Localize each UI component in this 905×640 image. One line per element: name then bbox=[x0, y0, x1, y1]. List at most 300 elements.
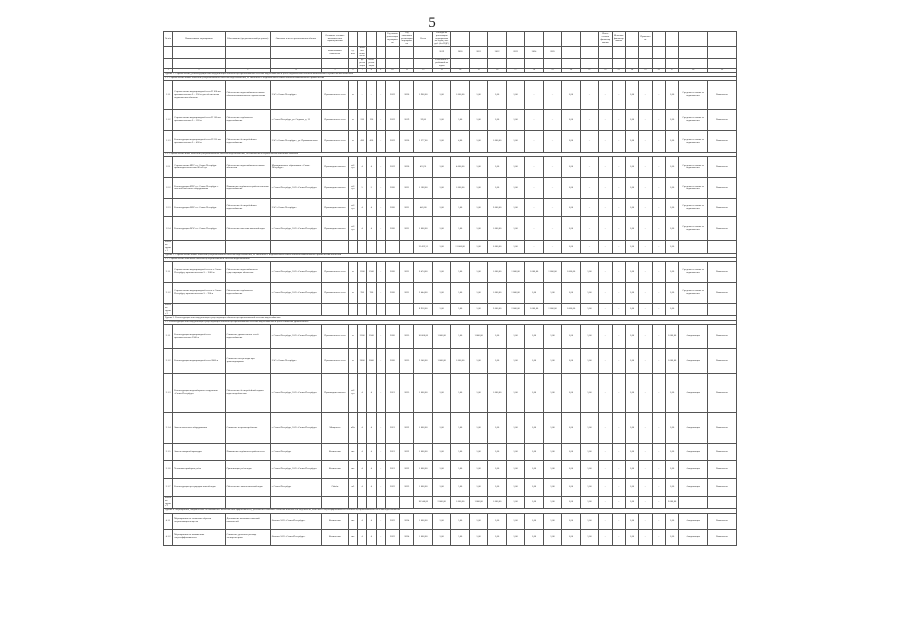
table-cell: 1 000,00 bbox=[488, 262, 506, 283]
table-cell: – bbox=[376, 374, 385, 413]
header-cell bbox=[348, 32, 357, 47]
header-row bbox=[164, 46, 737, 58]
table-cell: – bbox=[525, 178, 543, 199]
table-cell: Обеспечение качества питьевой воды bbox=[225, 217, 270, 241]
table-cell: 1 000,00 bbox=[414, 529, 432, 545]
table-cell: – bbox=[599, 199, 612, 217]
table-cell: 5,00 bbox=[469, 529, 487, 545]
table-cell: 3.1.5 bbox=[164, 444, 173, 461]
header-cell bbox=[376, 59, 385, 68]
table-cell: – bbox=[376, 199, 385, 217]
table-cell: 5,00 bbox=[506, 349, 524, 374]
table-cell: 5 bbox=[367, 178, 376, 199]
table-cell: Установка приборов учёта bbox=[173, 461, 225, 479]
table-cell: 5 000,00 bbox=[488, 241, 506, 253]
table-cell: 5,00 bbox=[580, 444, 598, 461]
table-cell: – bbox=[639, 444, 652, 461]
table-cell: Выполнено bbox=[707, 529, 736, 545]
table-cell: 5,00 bbox=[543, 529, 561, 545]
table-cell: 1 000,00 bbox=[543, 304, 561, 316]
header-row bbox=[164, 59, 737, 68]
header-cell bbox=[625, 46, 638, 58]
table-cell: 2022 bbox=[400, 413, 414, 444]
header-cell bbox=[376, 46, 385, 58]
table-cell bbox=[385, 304, 399, 316]
table-cell: – bbox=[599, 444, 612, 461]
table-cell: 2020 bbox=[385, 349, 399, 374]
table-cell: 2021 bbox=[400, 262, 414, 283]
table-cell bbox=[322, 241, 349, 253]
table-cell: 1 000,00 bbox=[414, 513, 432, 529]
table-cell: 1 000,00 bbox=[525, 262, 543, 283]
table-cell: 5,00 bbox=[432, 131, 450, 153]
table-cell: 5,00 bbox=[469, 513, 487, 529]
table-cell: Реконструкция водопроводной сети протяженностью 3500 м bbox=[173, 325, 225, 349]
table-cell: 1 000,00 bbox=[432, 349, 450, 374]
section-heading: Группа 4. Мероприятия, направленные на повышение экологической эффективности, достижение плановых значений показателей надёжности, качества и энергоэффективности объектов централизованной системы водоснабжения bbox=[164, 509, 737, 513]
table-cell bbox=[358, 304, 367, 316]
table-cell: – bbox=[599, 304, 612, 316]
table-cell: – bbox=[543, 178, 561, 199]
section-heading: Группа 2. Строительство новых объектов централизованной системы водоснабжения, не связанных с подключением новых объектов капитального строительства абонентов bbox=[164, 253, 737, 257]
table-cell: 5,00 bbox=[562, 199, 580, 217]
table-cell: – bbox=[639, 461, 652, 479]
table-cell: – bbox=[367, 81, 376, 110]
header-cell bbox=[173, 46, 225, 58]
table-cell: 1 000,00 bbox=[451, 81, 469, 110]
header-cell bbox=[562, 46, 580, 58]
table-cell: 5,00 bbox=[625, 374, 638, 413]
table-cell: 5,00 bbox=[625, 217, 638, 241]
table-cell: 5,00 bbox=[506, 241, 524, 253]
header-cell bbox=[599, 59, 612, 68]
table-cell: 2025 bbox=[400, 374, 414, 413]
table-header bbox=[164, 32, 737, 73]
table-cell: 2024 bbox=[400, 529, 414, 545]
table-cell: 3 540,00 bbox=[414, 349, 432, 374]
table-cell: – bbox=[376, 529, 385, 545]
table-cell: 5,00 bbox=[506, 131, 524, 153]
table-cell: – bbox=[525, 199, 543, 217]
table-cell: 5,00 bbox=[469, 304, 487, 316]
section-heading: 1.2. Строительство иных объектов централизованной системы водоснабжения, за исключением строительства линейных объектов bbox=[164, 153, 737, 157]
header-row bbox=[164, 32, 737, 47]
table-cell: 5,00 bbox=[625, 513, 638, 529]
table-cell: – bbox=[599, 241, 612, 253]
table-cell: 1 000,00 bbox=[469, 497, 487, 509]
table-cell: 700 bbox=[367, 283, 376, 304]
table-cell: – bbox=[612, 81, 625, 110]
table-cell: м3/сут bbox=[348, 178, 357, 199]
table-cell bbox=[348, 241, 357, 253]
table-row bbox=[164, 110, 737, 131]
table-cell: 1 000,00 bbox=[414, 413, 432, 444]
table-cell: – bbox=[580, 178, 598, 199]
table-cell: шт. bbox=[348, 513, 357, 529]
table-cell: Средства от платы за подключение bbox=[679, 262, 708, 283]
table-cell: 1 377,00 bbox=[414, 131, 432, 153]
table-cell: – bbox=[599, 262, 612, 283]
table-cell: 5,00 bbox=[432, 178, 450, 199]
table-cell: Обеспечение водоснабжением новых абонентов bbox=[225, 157, 270, 178]
table-cell: 5,00 bbox=[506, 479, 524, 497]
table-cell: 3.1.7 bbox=[164, 479, 173, 497]
header-cell bbox=[488, 59, 506, 68]
table-cell: – bbox=[599, 283, 612, 304]
table-cell: 5,00 bbox=[665, 513, 678, 529]
table-cell: 2022 bbox=[400, 444, 414, 461]
table-cell: 5,00 bbox=[469, 262, 487, 283]
table-cell: 12 423,51 bbox=[414, 241, 432, 253]
header-cell bbox=[173, 59, 225, 68]
table-cell: Протяженность сети bbox=[322, 81, 349, 110]
table-cell bbox=[348, 497, 357, 509]
table-cell: Выполнено bbox=[707, 178, 736, 199]
table-cell: 1 000,00 bbox=[414, 461, 432, 479]
table-cell: 5,00 bbox=[562, 81, 580, 110]
table-cell: – bbox=[376, 325, 385, 349]
header-cell bbox=[367, 32, 376, 47]
table-cell: – bbox=[612, 283, 625, 304]
header-cell: до реализации bbox=[359, 59, 365, 67]
table-cell: – bbox=[639, 81, 652, 110]
table-cell: 2 000,00 bbox=[488, 199, 506, 217]
table-cell: 1 000,00 bbox=[562, 304, 580, 316]
table-cell: 1 000,00 bbox=[414, 444, 432, 461]
table-cell: шт. bbox=[348, 444, 357, 461]
table-cell: 1.1.2 bbox=[164, 110, 173, 131]
table-cell: – bbox=[612, 497, 625, 509]
table-cell: – bbox=[639, 374, 652, 413]
header-cell bbox=[652, 59, 665, 68]
header-cell: 2025 bbox=[543, 46, 561, 58]
table-cell: 1 000,00 bbox=[543, 262, 561, 283]
table-cell: 5,00 bbox=[488, 349, 506, 374]
header-cell bbox=[543, 59, 561, 68]
table-cell: 5,00 bbox=[469, 199, 487, 217]
table-cell: Реконструкция водопроводной сети D 225 мм протяженностью L = 430 м bbox=[173, 131, 225, 153]
table-cell: – bbox=[612, 325, 625, 349]
table-cell: 5,00 bbox=[506, 513, 524, 529]
header-cell: 2022 bbox=[488, 46, 506, 58]
table-cell bbox=[400, 497, 414, 509]
table-cell: 2021 bbox=[400, 199, 414, 217]
header-cell bbox=[679, 32, 708, 47]
table-cell: 5,00 bbox=[543, 349, 561, 374]
table-cell: 2000 bbox=[367, 349, 376, 374]
header-cell bbox=[580, 32, 598, 47]
table-cell: – bbox=[639, 513, 652, 529]
table-cell: – bbox=[639, 199, 652, 217]
table-cell: 5,00 bbox=[506, 81, 524, 110]
table-cell: 1 000,00 bbox=[665, 349, 678, 374]
table-cell: – bbox=[652, 178, 665, 199]
table-cell: 1 000,00 bbox=[451, 497, 469, 509]
header-cell bbox=[322, 59, 349, 68]
header-cell bbox=[562, 32, 580, 47]
table-cell: 5,00 bbox=[506, 178, 524, 199]
investment-program-sheet bbox=[163, 31, 737, 539]
table-cell: Количество bbox=[322, 461, 349, 479]
header-cell bbox=[376, 32, 385, 47]
table-cell: 2023 bbox=[400, 479, 414, 497]
table-cell: 5,00 bbox=[488, 529, 506, 545]
header-cell bbox=[612, 59, 625, 68]
table-cell: 1 000,00 bbox=[414, 479, 432, 497]
table-cell bbox=[270, 241, 321, 253]
table-cell: 5,00 bbox=[562, 374, 580, 413]
table-cell: Средства от платы за подключение bbox=[679, 131, 708, 153]
header-cell bbox=[707, 32, 736, 47]
table-cell: 5,00 bbox=[506, 461, 524, 479]
table-cell: 18 540,00 bbox=[414, 497, 432, 509]
table-cell: г. Санкт-Петербург, ЗАО «Санкт-Петербург» bbox=[270, 178, 321, 199]
table-cell: Снижение энергопотребления bbox=[225, 413, 270, 444]
table-cell: 2021 bbox=[400, 217, 414, 241]
table-cell: 5,00 bbox=[525, 444, 543, 461]
table-cell: 2021 bbox=[385, 461, 399, 479]
table-cell: 2021 bbox=[385, 444, 399, 461]
table-cell: – bbox=[612, 529, 625, 545]
table-cell: 3500 bbox=[358, 325, 367, 349]
table-cell: 5,00 bbox=[625, 131, 638, 153]
table-cell: 1 000,00 bbox=[432, 325, 450, 349]
table-cell: м bbox=[348, 349, 357, 374]
table-cell: Реконструкция водозаборного сооружения «Санкт-Петербург» bbox=[173, 374, 225, 413]
table-cell bbox=[173, 241, 225, 253]
table-cell: 5,00 bbox=[451, 217, 469, 241]
table-cell: Строительство водопроводной сети D 110 мм протяженностью L = 120 м bbox=[173, 110, 225, 131]
table-cell bbox=[322, 497, 349, 509]
table-cell: 2 000,00 bbox=[432, 497, 450, 509]
table-cell: 2021 bbox=[385, 413, 399, 444]
table-cell: 5,00 bbox=[469, 157, 487, 178]
table-cell: 430 bbox=[358, 131, 367, 153]
table-cell: 5,00 bbox=[432, 199, 450, 217]
table-cell: – bbox=[580, 241, 598, 253]
table-cell: – bbox=[639, 217, 652, 241]
section-heading: Группа 1. Строительство, реконструкция или модернизация объектов централизованной системы водоснабжения в целях подключения объектов капитального строительства абонентов bbox=[164, 72, 737, 76]
table-cell: – bbox=[580, 157, 598, 178]
table-cell: Средства от платы за подключение bbox=[679, 217, 708, 241]
table-cell: 1 000,00 bbox=[414, 217, 432, 241]
table-cell: 5,00 bbox=[525, 513, 543, 529]
table-cell: 5,00 bbox=[543, 513, 561, 529]
table-cell: Муниципальное образование «Санкт-Петербург» bbox=[270, 157, 321, 178]
table-cell: – bbox=[652, 374, 665, 413]
table-cell: м3/сут bbox=[348, 374, 357, 413]
table-cell: 4 bbox=[358, 217, 367, 241]
table-cell: г. Санкт-Петербург, ЗАО «Санкт-Петербург» bbox=[270, 413, 321, 444]
table-cell: 5,00 bbox=[625, 529, 638, 545]
table-cell: Организация учёта воды bbox=[225, 461, 270, 479]
header-cell: 2024 bbox=[525, 46, 543, 58]
table-cell: 5,00 bbox=[432, 81, 450, 110]
table-cell: 2022 bbox=[385, 513, 399, 529]
table-cell: 5,00 bbox=[625, 81, 638, 110]
table-cell: 5,00 bbox=[562, 479, 580, 497]
header-cell: 8 bbox=[367, 68, 376, 72]
table-cell bbox=[173, 304, 225, 316]
table-cell: 5,00 bbox=[580, 325, 598, 349]
table-cell: – bbox=[543, 110, 561, 131]
table-cell bbox=[707, 497, 736, 509]
table-cell: 2 444,00 bbox=[414, 283, 432, 304]
table-cell: Средства от платы за подключение bbox=[679, 110, 708, 131]
table-cell: 5,00 bbox=[451, 262, 469, 283]
table-cell: – bbox=[612, 262, 625, 283]
table-cell: 5,00 bbox=[580, 283, 598, 304]
table-cell: 5,00 bbox=[469, 131, 487, 153]
table-cell: 5,00 bbox=[562, 461, 580, 479]
table-cell: – bbox=[376, 513, 385, 529]
header-cell bbox=[665, 59, 678, 68]
table-cell: 5,00 bbox=[469, 413, 487, 444]
table-cell: 5,00 bbox=[665, 479, 678, 497]
table-cell: 5,00 bbox=[580, 262, 598, 283]
header-cell bbox=[679, 46, 708, 58]
table-cell: – bbox=[652, 479, 665, 497]
table-cell: Производительность bbox=[322, 178, 349, 199]
table-cell: – bbox=[639, 529, 652, 545]
table-cell: – bbox=[543, 241, 561, 253]
header-cell: Расходы на реализацию мероприятия по годам, тыс. руб. (без НДС) bbox=[434, 32, 449, 46]
table-cell: ЗАО «Санкт-Петербург» bbox=[270, 349, 321, 374]
table-cell: – bbox=[652, 304, 665, 316]
table-cell: 5,00 bbox=[580, 479, 598, 497]
table-cell: ЗАО «Санкт-Петербург» bbox=[270, 81, 321, 110]
header-cell: 18 bbox=[525, 68, 543, 72]
table-cell: – bbox=[376, 262, 385, 283]
header-cell: 2023 bbox=[506, 46, 524, 58]
table-cell: 2024 bbox=[400, 513, 414, 529]
table-cell bbox=[322, 304, 349, 316]
header-cell: 19 bbox=[543, 68, 561, 72]
table-cell bbox=[367, 241, 376, 253]
table-cell: – bbox=[599, 413, 612, 444]
header-cell: 13 bbox=[432, 68, 450, 72]
table-cell: 5,00 bbox=[543, 444, 561, 461]
table-cell: – bbox=[639, 283, 652, 304]
table-cell: – bbox=[599, 131, 612, 153]
header-cell: 16 bbox=[488, 68, 506, 72]
table-cell: – bbox=[612, 461, 625, 479]
table-cell: – bbox=[652, 110, 665, 131]
header-cell: 5 bbox=[322, 68, 349, 72]
table-cell: Протяженность сети bbox=[322, 325, 349, 349]
table-cell: 5,00 bbox=[625, 262, 638, 283]
table-cell: 5,00 bbox=[469, 479, 487, 497]
table-cell: 5,00 bbox=[625, 479, 638, 497]
table-cell: 5,00 bbox=[469, 374, 487, 413]
table-cell: 120 bbox=[358, 110, 367, 131]
table-cell: Протяженность сети bbox=[322, 262, 349, 283]
table-row bbox=[164, 283, 737, 304]
table-cell: 5,00 bbox=[506, 444, 524, 461]
table-cell: – bbox=[612, 513, 625, 529]
table-cell: – bbox=[525, 157, 543, 178]
table-cell: 5,00 bbox=[506, 529, 524, 545]
table-cell: 2019 bbox=[385, 110, 399, 131]
table-cell: 1.2.4 bbox=[164, 217, 173, 241]
header-cell: 10 bbox=[385, 68, 399, 72]
table-cell: – bbox=[525, 110, 543, 131]
table-cell: Снижение уровня износа сетей водоснабжения bbox=[225, 325, 270, 349]
header-cell: 4 bbox=[270, 68, 321, 72]
table-cell: – bbox=[652, 241, 665, 253]
table-cell: – bbox=[543, 157, 561, 178]
table-cell: 5,00 bbox=[451, 304, 469, 316]
table-cell: – bbox=[652, 513, 665, 529]
header-cell bbox=[400, 46, 414, 58]
table-cell: Средства от платы за подключение bbox=[679, 81, 708, 110]
table-cell: 5,00 bbox=[432, 461, 450, 479]
header-cell bbox=[543, 32, 561, 47]
table-cell: – bbox=[599, 513, 612, 529]
table-cell: 2020 bbox=[400, 157, 414, 178]
table-cell: Средства от платы за подключение bbox=[679, 283, 708, 304]
table-cell: 5,00 bbox=[665, 461, 678, 479]
table-cell: 3.1.4 bbox=[164, 413, 173, 444]
table-cell bbox=[270, 497, 321, 509]
table-cell: – bbox=[376, 178, 385, 199]
header-cell: 11 bbox=[400, 68, 414, 72]
header-cell: 2019 bbox=[432, 46, 450, 58]
table-cell: 5,00 bbox=[625, 461, 638, 479]
table-cell: 5,00 bbox=[432, 374, 450, 413]
table-cell: 2019 bbox=[385, 157, 399, 178]
header-cell bbox=[652, 32, 665, 47]
header-cell bbox=[639, 59, 652, 68]
table-cell bbox=[679, 304, 708, 316]
table-cell: – bbox=[599, 461, 612, 479]
table-cell: Амортизация bbox=[679, 444, 708, 461]
table-cell: 2021 bbox=[400, 178, 414, 199]
table-cell: 4 bbox=[367, 374, 376, 413]
table-cell: 5,00 bbox=[625, 283, 638, 304]
table-cell: 5,00 bbox=[469, 283, 487, 304]
section-heading: 1.1. Строительство новых объектов централизованной системы водоснабжения, не связанных с подключением новых объектов капитального строительства bbox=[164, 76, 737, 80]
table-cell: – bbox=[639, 178, 652, 199]
table-cell: 5,00 bbox=[562, 497, 580, 509]
table-cell: – bbox=[652, 199, 665, 217]
header-cell: 27 bbox=[665, 68, 678, 72]
header-cell bbox=[225, 46, 270, 58]
table-cell: 5,00 bbox=[451, 413, 469, 444]
table-cell: 4 bbox=[367, 461, 376, 479]
table-cell: м3/сут bbox=[348, 157, 357, 178]
header-cell bbox=[367, 46, 376, 58]
table-cell: 5,00 bbox=[562, 325, 580, 349]
header-cell: 14 bbox=[451, 68, 469, 72]
table-row bbox=[164, 349, 737, 374]
table-cell: – bbox=[652, 444, 665, 461]
table-cell: 5,00 bbox=[665, 81, 678, 110]
table-cell: Выполнено bbox=[707, 283, 736, 304]
header-cell: 29 bbox=[707, 68, 736, 72]
table-cell: 2020 bbox=[385, 178, 399, 199]
table-cell: Амортизация bbox=[679, 413, 708, 444]
table-cell: Протяженность сети bbox=[322, 110, 349, 131]
table-cell: Филиал ЗАО «Санкт-Петербург» bbox=[270, 529, 321, 545]
table-cell: – bbox=[639, 262, 652, 283]
table-cell: 1 000,00 bbox=[506, 283, 524, 304]
table-cell: 4 bbox=[367, 529, 376, 545]
table-cell: Реконструкция ВОС в г. Санкт-Петербург bbox=[173, 217, 225, 241]
table-cell: 2025 bbox=[400, 325, 414, 349]
table-cell: 5,00 bbox=[451, 444, 469, 461]
table-cell: 5,00 bbox=[451, 461, 469, 479]
